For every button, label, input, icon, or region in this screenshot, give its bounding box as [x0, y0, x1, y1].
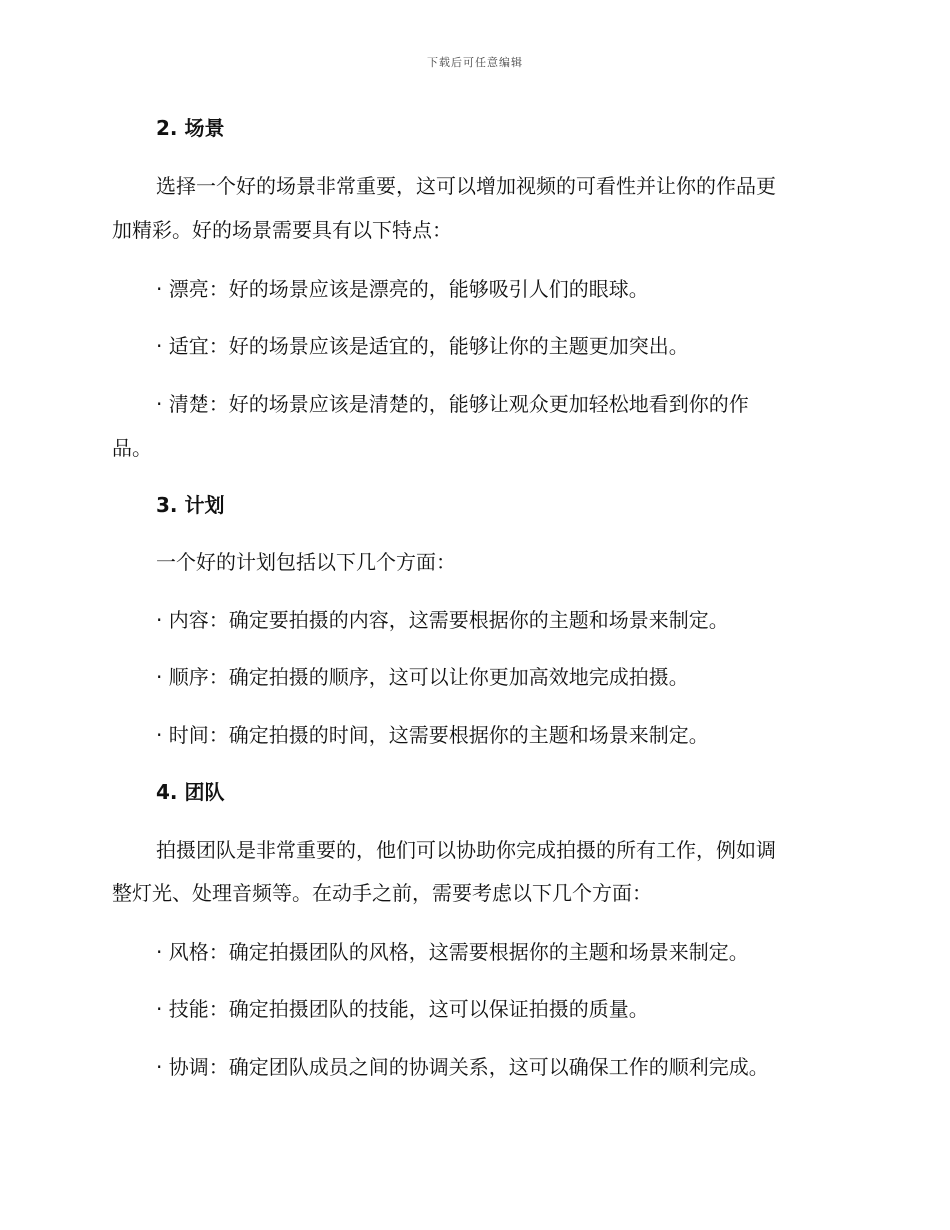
bullet-item: · 技能：确定拍摄团队的技能，这可以保证拍摄的质量。	[156, 997, 649, 1021]
bullet-item-continued: 品。	[112, 436, 152, 460]
section-heading: 2. 场景	[156, 116, 225, 140]
bullet-item: · 时间：确定拍摄的时间，这需要根据你的主题和场景来制定。	[156, 723, 709, 747]
paragraph-line: 一个好的计划包括以下几个方面：	[156, 550, 456, 574]
paragraph-line: 选择一个好的场景非常重要，这可以增加视频的可看性并让你的作品更	[156, 174, 776, 198]
bullet-item: · 风格：确定拍摄团队的风格，这需要根据你的主题和场景来制定。	[156, 940, 749, 964]
paragraph-line: 加精彩。好的场景需要具有以下特点：	[112, 218, 452, 242]
paragraph-line: 拍摄团队是非常重要的，他们可以协助你完成拍摄的所有工作，例如调	[156, 838, 776, 862]
page-header-note: 下载后可任意编辑	[427, 56, 523, 69]
section-heading: 3. 计划	[156, 493, 225, 517]
bullet-item: · 协调：确定团队成员之间的协调关系，这可以确保工作的顺利完成。	[156, 1055, 769, 1079]
paragraph-line: 整灯光、处理音频等。在动手之前，需要考虑以下几个方面：	[112, 881, 652, 905]
bullet-item: · 适宜：好的场景应该是适宜的，能够让你的主题更加突出。	[156, 334, 689, 358]
bullet-item: · 内容：确定要拍摄的内容，这需要根据你的主题和场景来制定。	[156, 608, 729, 632]
section-heading: 4. 团队	[156, 780, 225, 804]
bullet-item: · 清楚：好的场景应该是清楚的，能够让观众更加轻松地看到你的作	[156, 392, 749, 416]
bullet-item: · 顺序：确定拍摄的顺序，这可以让你更加高效地完成拍摄。	[156, 665, 689, 689]
bullet-item: · 漂亮：好的场景应该是漂亮的，能够吸引人们的眼球。	[156, 277, 649, 301]
